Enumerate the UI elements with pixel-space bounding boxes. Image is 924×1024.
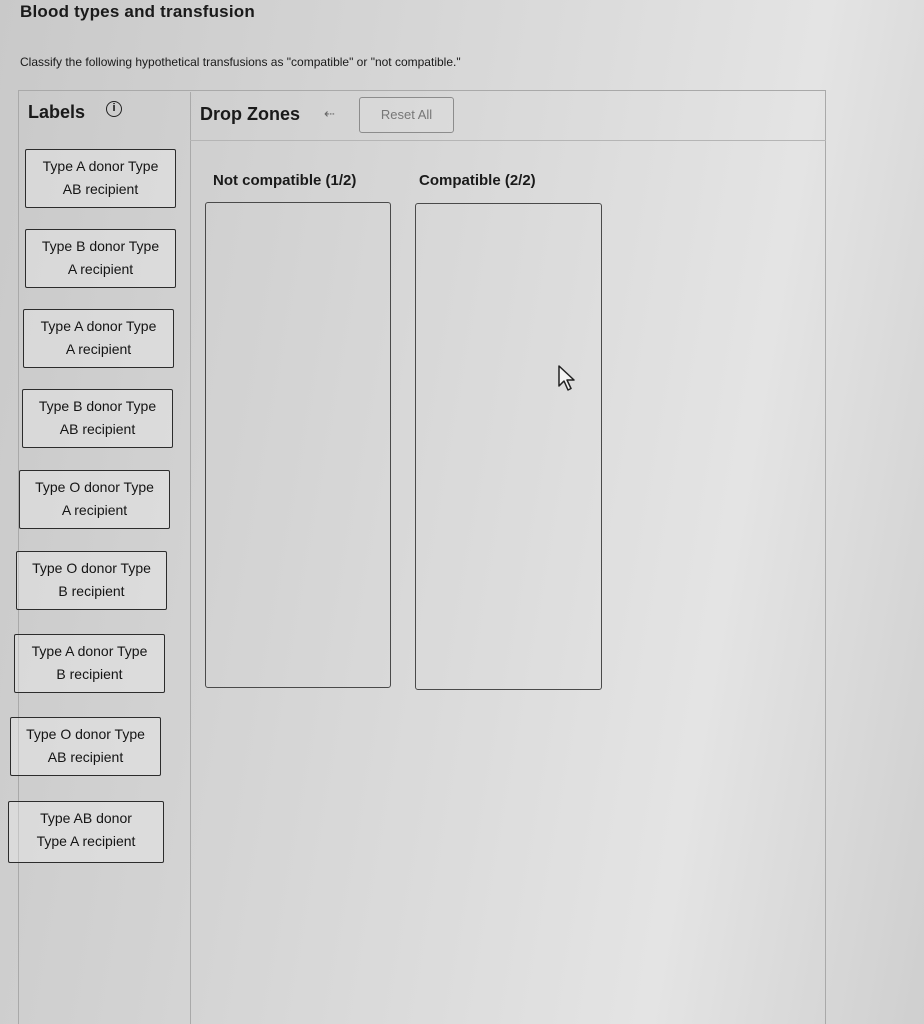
label-card-line1: Type O donor Type: [35, 479, 154, 495]
labels-heading: Labels: [28, 102, 86, 122]
label-card[interactable]: [14, 634, 165, 693]
info-icon[interactable]: i: [106, 101, 122, 117]
page-title: Blood types and transfusion: [20, 2, 255, 21]
undo-icon[interactable]: ⇠: [324, 106, 335, 121]
label-card-line2: A recipient: [65, 341, 132, 357]
label-card-line2: A recipient: [61, 502, 128, 518]
label-card-line2: AB recipient: [59, 421, 136, 437]
label-card-line2: B recipient: [56, 666, 123, 682]
label-card[interactable]: [19, 470, 170, 529]
label-card[interactable]: [22, 389, 173, 448]
drop-zone-not-compatible[interactable]: [205, 202, 391, 688]
label-card-line1: Type A donor Type: [42, 158, 159, 174]
label-card-line2: AB recipient: [62, 181, 139, 197]
label-card-line2: A recipient: [67, 261, 134, 277]
panel-divider: [190, 92, 191, 1024]
label-card-line1: Type AB donor: [40, 810, 132, 826]
zone-title-compatible: Compatible (2/2): [419, 172, 536, 189]
label-card-line1: Type A donor Type: [31, 643, 148, 659]
label-card-line1: Type O donor Type: [26, 726, 145, 742]
label-card-line1: Type B donor Type: [41, 238, 160, 254]
label-card-line2: Type A recipient: [36, 833, 136, 849]
label-card[interactable]: [23, 309, 174, 368]
label-card[interactable]: [25, 229, 176, 288]
label-card-line1: Type A donor Type: [40, 318, 157, 334]
header-divider: [190, 140, 826, 141]
label-card-line1: Type B donor Type: [38, 398, 157, 414]
label-card[interactable]: [25, 149, 176, 208]
label-card-line1: Type O donor Type: [32, 560, 151, 576]
drop-zones-heading: Drop Zones: [200, 104, 301, 124]
drop-zone-compatible[interactable]: [415, 203, 602, 690]
zone-title-not-compatible: Not compatible (1/2): [213, 172, 357, 189]
instructions-text: Classify the following hypothetical transfusions as "compatible" or "not compatible.": [20, 55, 461, 69]
pointer-cursor-icon: [557, 364, 579, 394]
label-card[interactable]: [8, 801, 164, 863]
label-card[interactable]: [16, 551, 167, 610]
reset-all-button[interactable]: Reset All: [359, 97, 454, 133]
label-card-line2: AB recipient: [47, 749, 124, 765]
label-card-line2: B recipient: [58, 583, 125, 599]
label-card[interactable]: [10, 717, 161, 776]
